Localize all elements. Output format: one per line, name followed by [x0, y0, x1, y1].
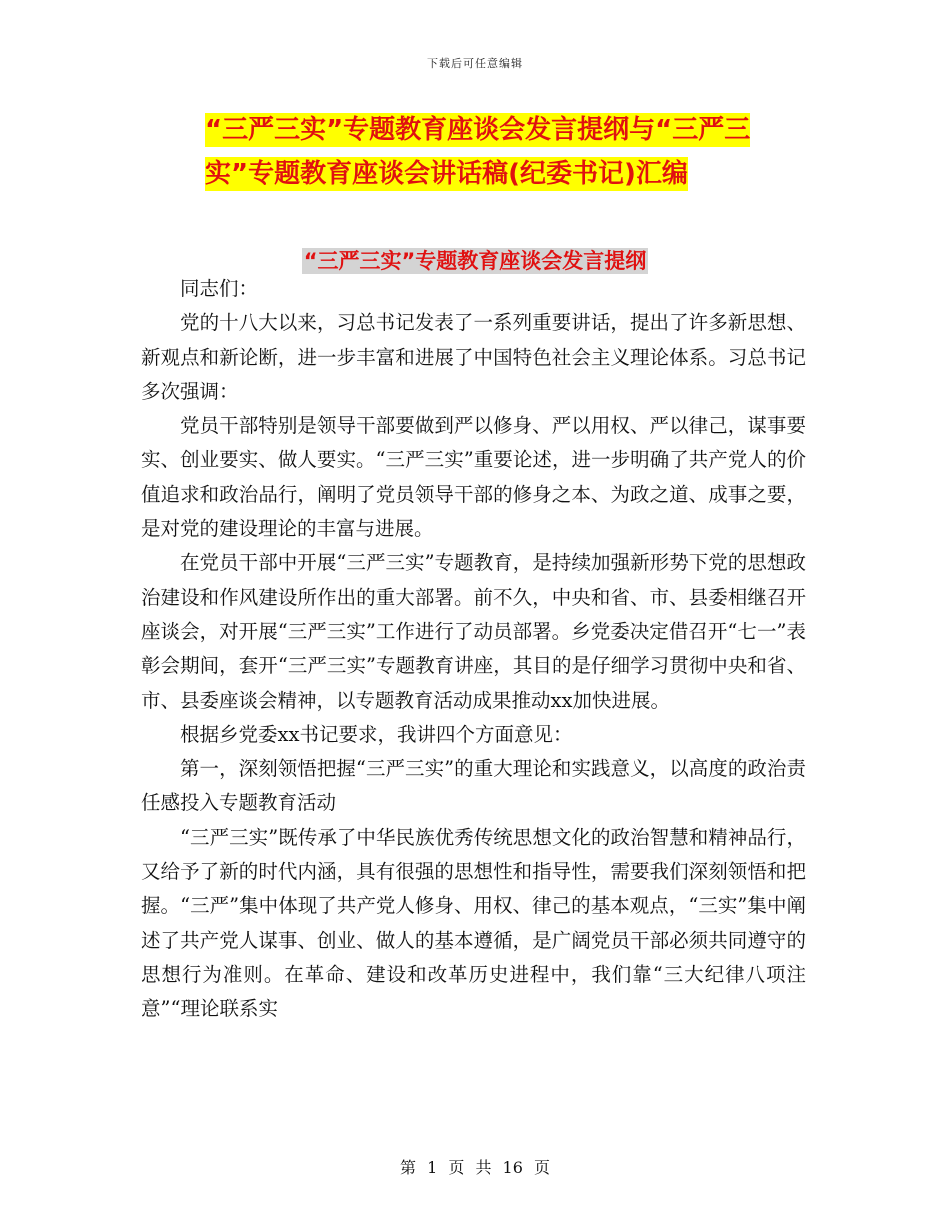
document-title [205, 108, 805, 196]
document-body [141, 272, 806, 1027]
page-number-footer: 第 1 页 共 16 页 [400, 1158, 550, 1177]
page-header-note: 下载后可任意编辑 [427, 57, 523, 70]
body-paragraph-salutation: 同志们： [180, 277, 259, 300]
body-paragraph: 党的十八大以来，习总书记发表了一系列重要讲话，提出了许多新思想、新观点和新论断，进一步丰富和进展了中国特色社会主义理论体系。习总书记多次强调： [141, 311, 806, 403]
body-paragraph: 党员干部特别是领导干部要做到严以修身、严以用权、严以律己，谋事要实、创业要实、做人要实。“三严三实”重要论述，进一步明确了共产党人的价值追求和政治品行，阐明了党员领导干部的修身之本、为政之道、成事之要，是对党的建设理论的丰富与进展。 [141, 414, 806, 541]
body-paragraph: 在党员干部中开展“三严三实”专题教育，是持续加强新形势下党的思想政治建设和作风建设所作出的重大部署。前不久，中央和省、市、县委相继召开座谈会，对开展“三严三实”工作进行了动员部署。乡党委决定借召开“七一”表彰会期间，套开“三严三实”专题教育讲座，其目的是仔细学习贯彻中央和省、市、县委座谈会精神，以专题教育活动成果推动xx加快进展。 [141, 551, 806, 712]
document-title-text: “三严三实”专题教育座谈会发言提纲与“三严三实”专题教育座谈会讲话稿(纪委书记)汇编 [205, 115, 751, 189]
section-title-text: “三严三实”专题教育座谈会发言提纲 [303, 249, 647, 273]
body-paragraph: “三严三实”既传承了中华民族优秀传统思想文化的政治智慧和精神品行，又给予了新的时代内涵，具有很强的思想性和指导性，需要我们深刻领悟和把握。“三严”集中体现了共产党人修身、用权、律己的基本观点，“三实”集中阐述了共产党人谋事、创业、做人的基本遵循，是广阔党员干部必须共同遵守的思想行为准则。在革命、建设和改革历史进程中，我们靠“三大纪律八项注意”“理论联系实 [141, 825, 806, 1021]
body-paragraph-heading: 第一，深刻领悟把握“三严三实”的重大理论和实践意义，以高度的政治责任感投入专题教育活动 [141, 757, 806, 815]
body-paragraph: 根据乡党委xx书记要求，我讲四个方面意见： [180, 722, 573, 746]
